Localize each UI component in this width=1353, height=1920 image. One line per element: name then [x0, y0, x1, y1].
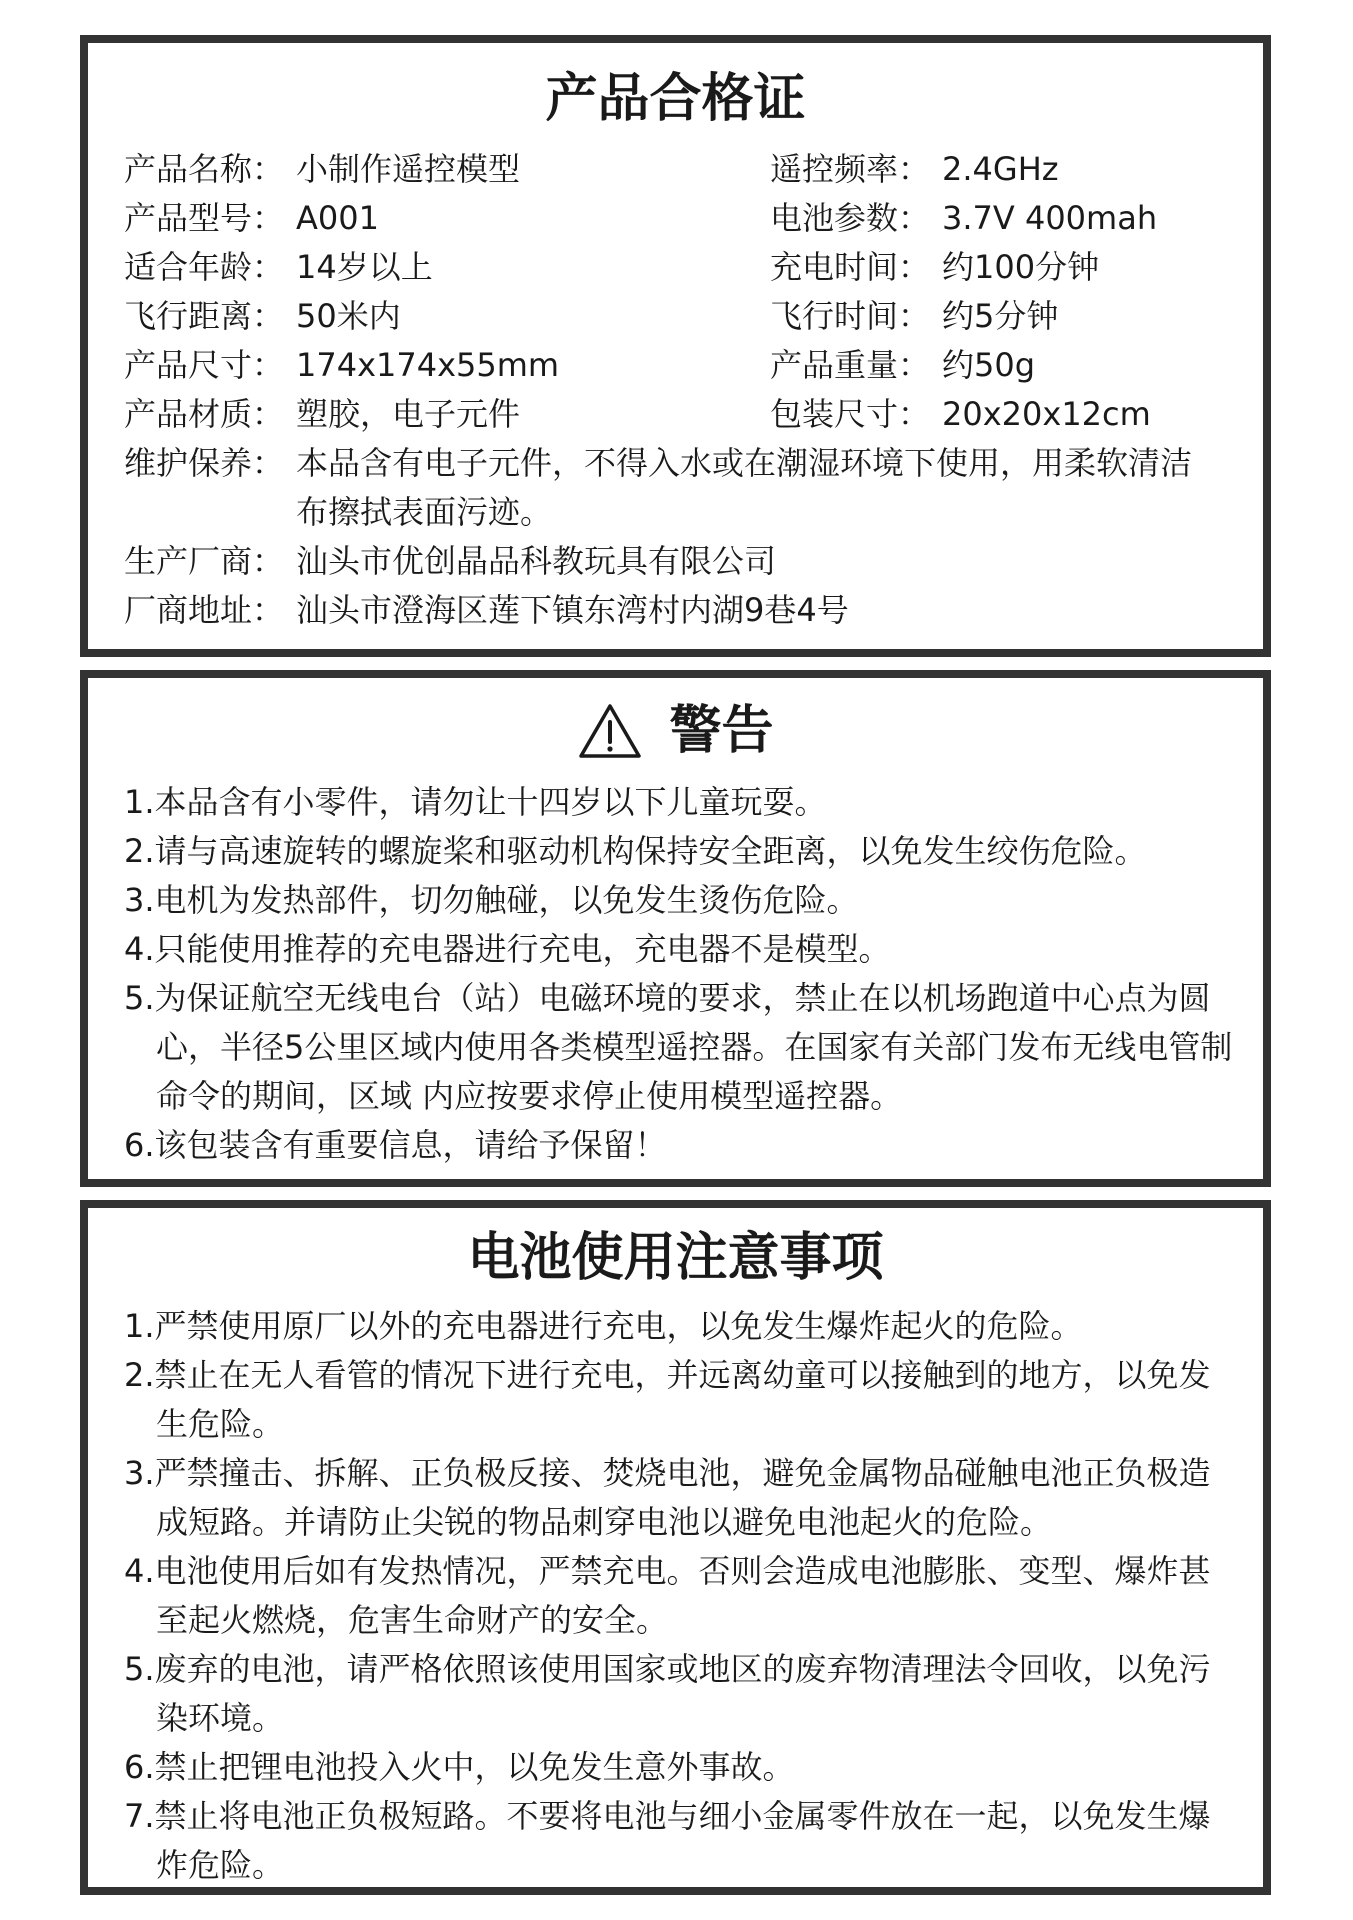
field-manufacturer: 生产厂商： 汕头市优创晶品科教玩具有限公司: [124, 542, 777, 580]
field-material: 产品材质： 塑胶，电子元件: [124, 395, 521, 433]
field-weight: 产品重量： 约50g: [770, 346, 1036, 384]
warning-title: 警告: [669, 701, 774, 761]
list-item: 1.本品含有小零件，请勿让十四岁以下儿童玩耍。: [124, 783, 827, 821]
list-item: 7.禁止将电池正负极短路。不要将电池与细小金属零件放在一起，以免发生爆炸危险。: [124, 1797, 1211, 1884]
warning-panel: [80, 670, 1271, 1187]
field-battery: 电池参数： 3.7V 400mah: [770, 199, 1158, 237]
certificate-info: [88, 149, 1263, 629]
list-item: 2.请与高速旋转的螺旋桨和驱动机构保持安全距离，以免发生绞伤危险。: [124, 832, 1147, 870]
list-item: 4.电池使用后如有发热情况，严禁充电。否则会造成电池膨胀、变型、爆炸甚至起火燃烧，危害生命财产的安全。: [124, 1552, 1211, 1639]
field-product-model: 产品型号： A001: [124, 199, 379, 237]
list-item: 2.禁止在无人看管的情况下进行充电，并远离幼童可以接触到的地方，以免发生危险。: [124, 1356, 1211, 1443]
list-item: 6.该包装含有重要信息，请给予保留！: [124, 1126, 667, 1164]
certificate-title: 产品合格证: [545, 69, 806, 129]
battery-list: [124, 1302, 1234, 1890]
list-item: 4.只能使用推荐的充电器进行充电，充电器不是模型。: [124, 930, 891, 968]
list-item: 3.电机为发热部件，切勿触碰，以免发生烫伤危险。: [124, 881, 859, 919]
field-age: 适合年龄： 14岁以上: [124, 248, 433, 286]
certificate-panel: [80, 35, 1271, 657]
warning-header: [88, 702, 1263, 760]
field-flight-time: 飞行时间： 约5分钟: [770, 297, 1059, 335]
list-item: 5.为保证航空无线电台（站）电磁环境的要求，禁止在以机场跑道中心点为圆心，半径5公里区域内使用各类模型遥控器。在国家有关部门发布无线电管制命令的期间，区域 内应按要求停止使用模型遥控器。: [124, 979, 1233, 1115]
field-package-size: 包装尺寸： 20x20x12cm: [770, 395, 1151, 433]
field-flight-distance: 飞行距离： 50米内: [124, 297, 401, 335]
field-product-name: 产品名称： 小制作遥控模型: [124, 150, 521, 188]
list-item: 5.废弃的电池，请严格依照该使用国家或地区的废弃物清理法令回收，以免污染环境。: [124, 1650, 1211, 1737]
battery-panel: [80, 1200, 1271, 1895]
field-product-size: 产品尺寸： 174x174x55mm: [124, 346, 560, 384]
list-item: 3.严禁撞击、拆解、正负极反接、焚烧电池，避免金属物品碰触电池正负极造成短路。并请防止尖锐的物品刺穿电池以避免电池起火的危险。: [124, 1454, 1211, 1541]
field-frequency: 遥控频率： 2.4GHz: [770, 150, 1059, 188]
battery-title: 电池使用注意事项: [467, 1228, 884, 1288]
list-item: 6.禁止把锂电池投入火中，以免发生意外事故。: [124, 1748, 795, 1786]
list-item: 1.严禁使用原厂以外的充电器进行充电，以免发生爆炸起火的危险。: [124, 1307, 1083, 1345]
warning-triangle-icon: [577, 702, 643, 760]
field-charge-time: 充电时间： 约100分钟: [770, 248, 1100, 286]
field-maintenance: 维护保养： 本品含有电子元件，不得入水或在潮湿环境下使用，用柔软清洁布擦拭表面污迹。: [124, 444, 1193, 531]
field-address: 厂商地址： 汕头市澄海区莲下镇东湾村内湖9巷4号: [124, 591, 849, 629]
warning-list: [124, 778, 1234, 1170]
